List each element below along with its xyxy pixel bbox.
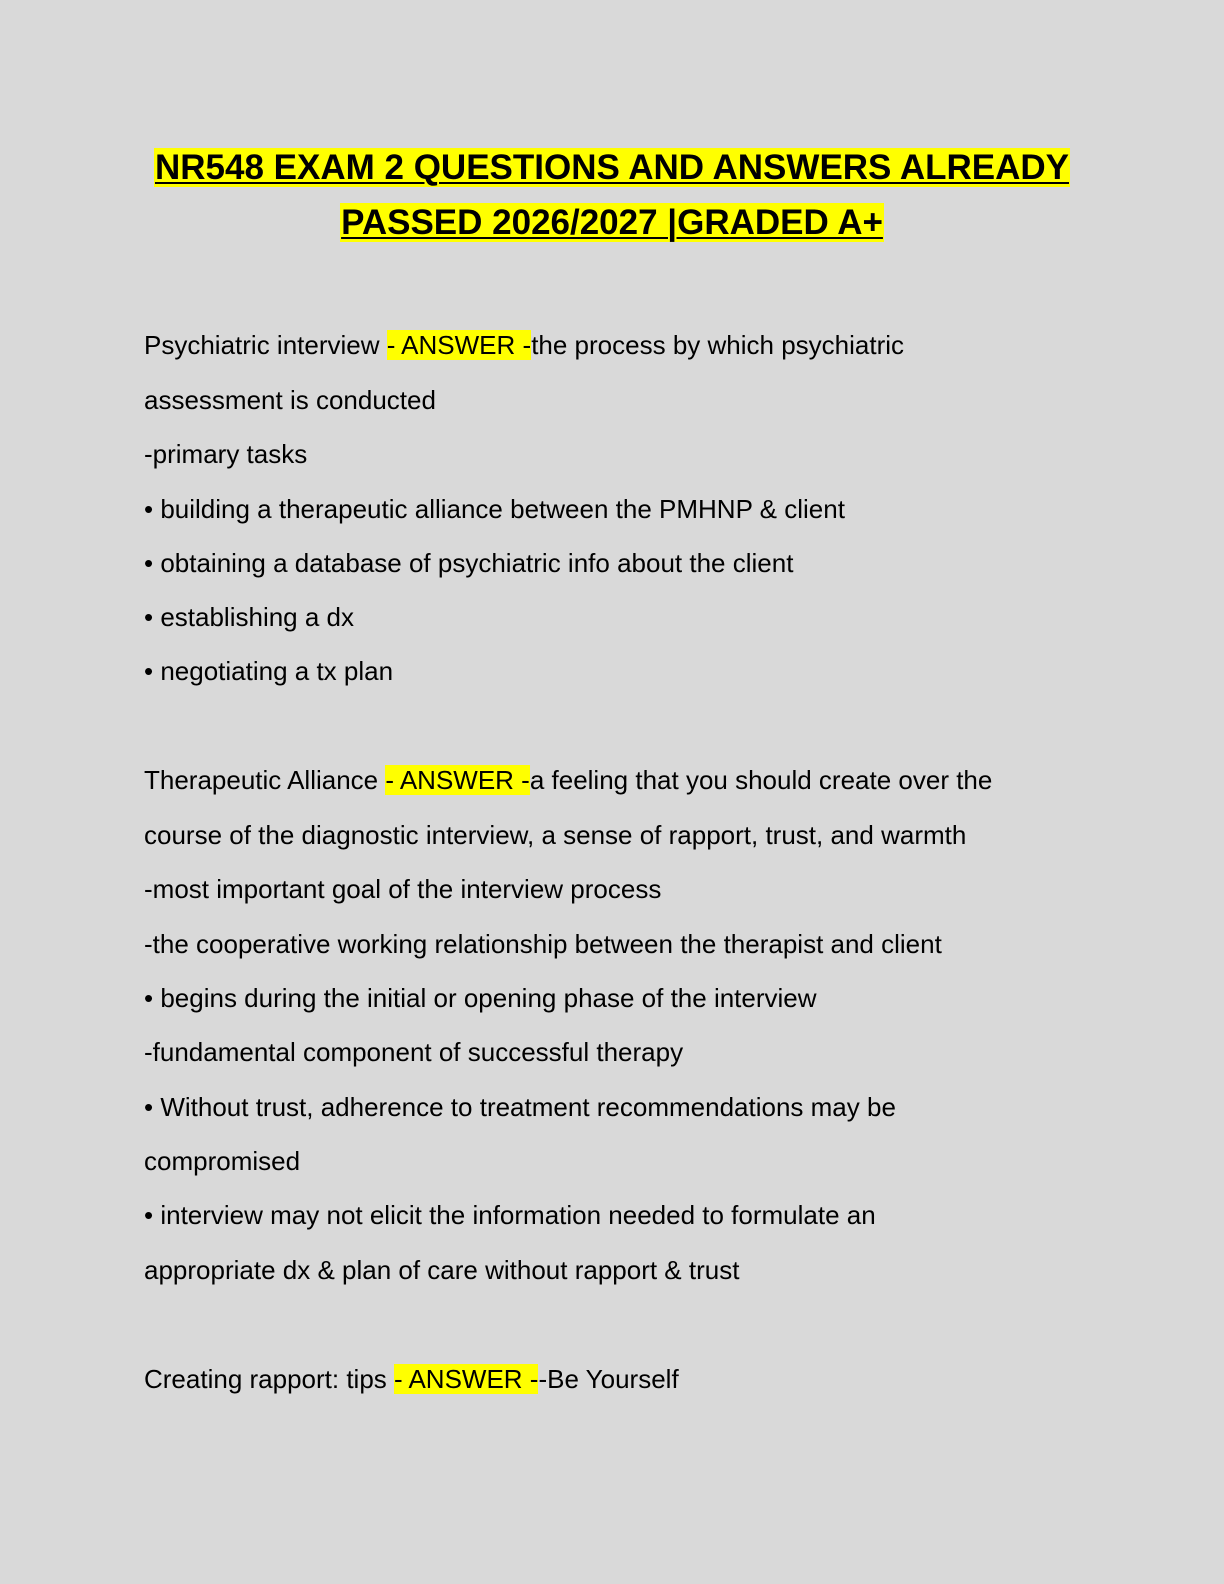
qa-1-line: • establishing a dx (144, 602, 355, 632)
qa-2-line: -the cooperative working relationship between the therapist and client (144, 929, 942, 959)
qa-2-line: course of the diagnostic interview, a sense of rapport, trust, and warmth (144, 820, 967, 850)
qa-2-first-line (144, 763, 992, 797)
qa-1-term: Psychiatric interview (144, 330, 387, 360)
qa-2-answer-start: a feeling that you should create over the (529, 765, 993, 795)
title-line-1: NR548 EXAM 2 QUESTIONS AND ANSWERS ALREADY (154, 148, 1070, 187)
qa-1-line: • negotiating a tx plan (144, 656, 394, 686)
qa-3-term: Creating rapport: tips (144, 1364, 395, 1394)
qa-2-term: Therapeutic Alliance (144, 765, 386, 795)
qa-1-line: • building a therapeutic alliance between the PMHNP & client (144, 494, 845, 524)
qa-2-line: • interview may not elicit the information needed to formulate an (144, 1200, 876, 1230)
qa-3-answer-start: -Be Yourself (538, 1364, 679, 1394)
qa-2-line: • begins during the initial or opening phase of the interview (144, 983, 817, 1013)
qa-1-line: assessment is conducted (144, 385, 436, 415)
qa-3-answer-marker: - ANSWER - (394, 1364, 539, 1394)
qa-1-line: • obtaining a database of psychiatric info about the client (144, 548, 794, 578)
qa-2-answer-marker: - ANSWER - (385, 765, 530, 795)
document-title (0, 140, 1224, 250)
qa-1-answer-start: the process by which psychiatric (531, 330, 905, 360)
qa-1-first-line (144, 328, 904, 362)
qa-1-answer-marker: - ANSWER - (386, 330, 532, 360)
qa-2-line: -most important goal of the interview process (144, 874, 662, 904)
title-line-2: PASSED 2026/2027 |GRADED A+ (341, 203, 883, 242)
qa-1-line: -primary tasks (144, 439, 308, 469)
qa-2-line: appropriate dx & plan of care without rapport & trust (144, 1255, 740, 1285)
qa-2-line: compromised (144, 1146, 301, 1176)
qa-3-first-line (144, 1362, 679, 1396)
qa-2-line: -fundamental component of successful therapy (144, 1037, 684, 1067)
qa-2-line: • Without trust, adherence to treatment recommendations may be (144, 1092, 896, 1122)
